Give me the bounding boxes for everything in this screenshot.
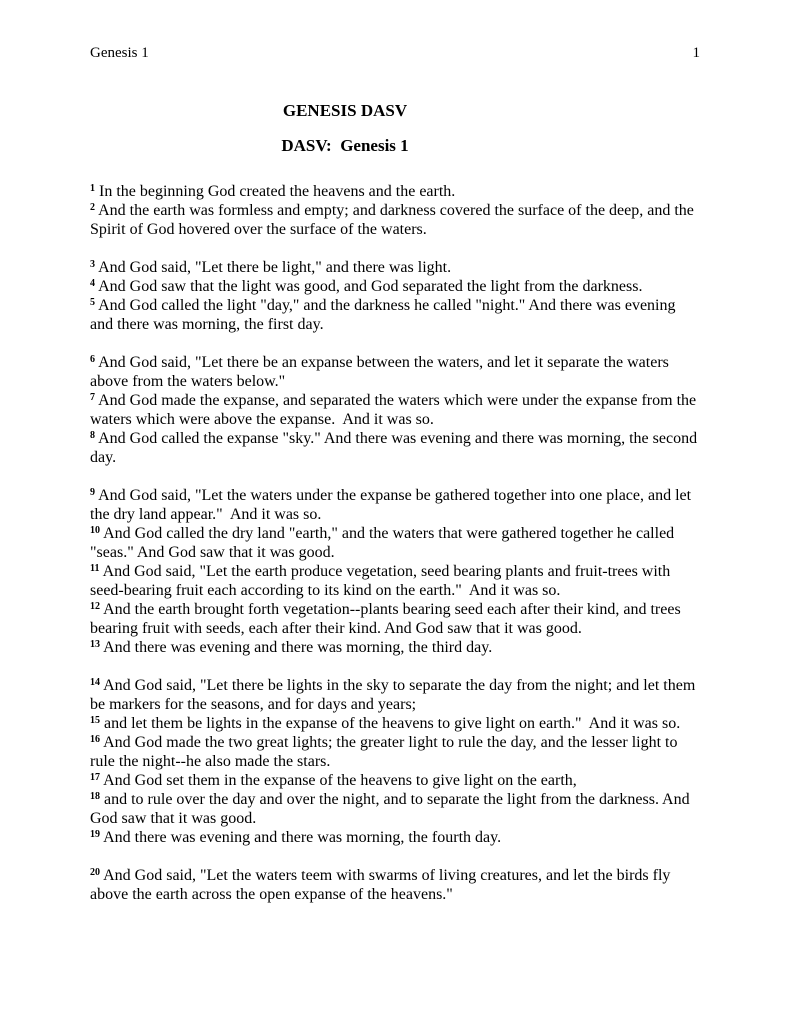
verse [90, 486, 700, 524]
verse-text: In the beginning God created the heavens and the earth. [95, 183, 456, 200]
verse-number: 17 [90, 772, 100, 783]
verse-text: And God set them in the expanse of the heavens to give light on the earth, [100, 772, 577, 789]
verse [90, 790, 700, 828]
verse-text: And the earth brought forth vegetation--plants bearing seed each after their kind, and trees bearing fruit with seeds, each after their kind. And God saw that it was good. [90, 601, 685, 637]
verse [90, 182, 700, 201]
verse [90, 638, 700, 657]
verse [90, 296, 700, 334]
verse-text: And God made the two great lights; the greater light to rule the day, and the lesser light to rule the night--he also made the stars. [90, 734, 682, 770]
verse-text: and let them be lights in the expanse of the heavens to give light on earth." And it was so. [100, 715, 681, 732]
verses-container [90, 182, 700, 904]
verse-number: 7 [90, 392, 95, 403]
verse-number: 19 [90, 829, 100, 840]
verse-number: 10 [90, 525, 100, 536]
verse-number: 2 [90, 202, 95, 213]
verse-paragraph [90, 676, 700, 847]
verse-number: 4 [90, 278, 95, 289]
verse-text: And God said, "Let the earth produce vegetation, seed bearing plants and fruit-trees with seed-bearing fruit each according to its kind on the earth." And it was so. [90, 563, 675, 599]
verse-number: 18 [90, 791, 100, 802]
verse-text: And God called the expanse "sky." And there was evening and there was morning, the second day. [90, 430, 702, 466]
verse-number: 5 [90, 297, 95, 308]
verse [90, 866, 700, 904]
verse-number: 16 [90, 734, 100, 745]
verse [90, 258, 700, 277]
verse-paragraph [90, 182, 700, 239]
verse-text: And God said, "Let there be an expanse between the waters, and let it separate the waters above from the waters below." [90, 354, 673, 390]
verse [90, 733, 700, 771]
verse-number: 8 [90, 430, 95, 441]
title-block [90, 101, 600, 155]
verse [90, 600, 700, 638]
verse-text: And God called the light "day," and the darkness he called "night." And there was evening and there was morning, the first day. [90, 297, 680, 333]
verse-number: 11 [90, 563, 100, 574]
verse-text: And the earth was formless and empty; and darkness covered the surface of the deep, and the Spirit of God hovered over the surface of the waters. [90, 202, 698, 238]
verse-number: 15 [90, 715, 100, 726]
document-subtitle: DASV: Genesis 1 [281, 136, 409, 155]
verse-paragraph [90, 353, 700, 467]
running-header [90, 44, 700, 63]
verse-number: 9 [90, 487, 95, 498]
verse-text: and to rule over the day and over the night, and to separate the light from the darkness. And God saw that it was good. [90, 791, 694, 827]
verse-number: 13 [90, 639, 100, 650]
header-chapter-label: Genesis 1 [90, 45, 149, 61]
verse [90, 201, 700, 239]
verse-paragraph [90, 866, 700, 904]
verse [90, 771, 700, 790]
verse [90, 429, 700, 467]
verse-paragraph [90, 486, 700, 657]
verse-text: And God saw that the light was good, and God separated the light from the darkness. [95, 278, 643, 295]
verse-text: And God said, "Let there be lights in the sky to separate the day from the night; and let them be markers for the seasons, and for days and years; [90, 677, 700, 713]
verse [90, 714, 700, 733]
verse-text: And there was evening and there was morning, the third day. [100, 639, 493, 656]
verse-text: And God said, "Let there be light," and there was light. [95, 259, 452, 276]
verse-text: And God called the dry land "earth," and the waters that were gathered together he called "seas." And God saw that it was good. [90, 525, 679, 561]
verse [90, 562, 700, 600]
verse-number: 12 [90, 601, 100, 612]
verse [90, 676, 700, 714]
verse-number: 1 [90, 183, 95, 194]
verse-text: And God said, "Let the waters teem with swarms of living creatures, and let the birds fly above the earth across the open expanse of the heavens." [90, 867, 675, 903]
verse [90, 277, 700, 296]
verse-text: And God made the expanse, and separated the waters which were under the expanse from the waters which were above the expanse. And it was so. [90, 392, 701, 428]
verse [90, 828, 700, 847]
verse-number: 6 [90, 354, 95, 365]
verse [90, 524, 700, 562]
verse-number: 20 [90, 867, 100, 878]
document-title: GENESIS DASV [282, 101, 408, 120]
verse [90, 353, 700, 391]
verse-text: And there was evening and there was morning, the fourth day. [100, 829, 502, 846]
verse-text: And God said, "Let the waters under the expanse be gathered together into one place, and let the dry land appear." And it was so. [90, 487, 696, 523]
verse-paragraph [90, 258, 700, 334]
verse-number: 14 [90, 677, 100, 688]
page-number: 1 [692, 45, 700, 61]
verse-number: 3 [90, 259, 95, 270]
verse [90, 391, 700, 429]
